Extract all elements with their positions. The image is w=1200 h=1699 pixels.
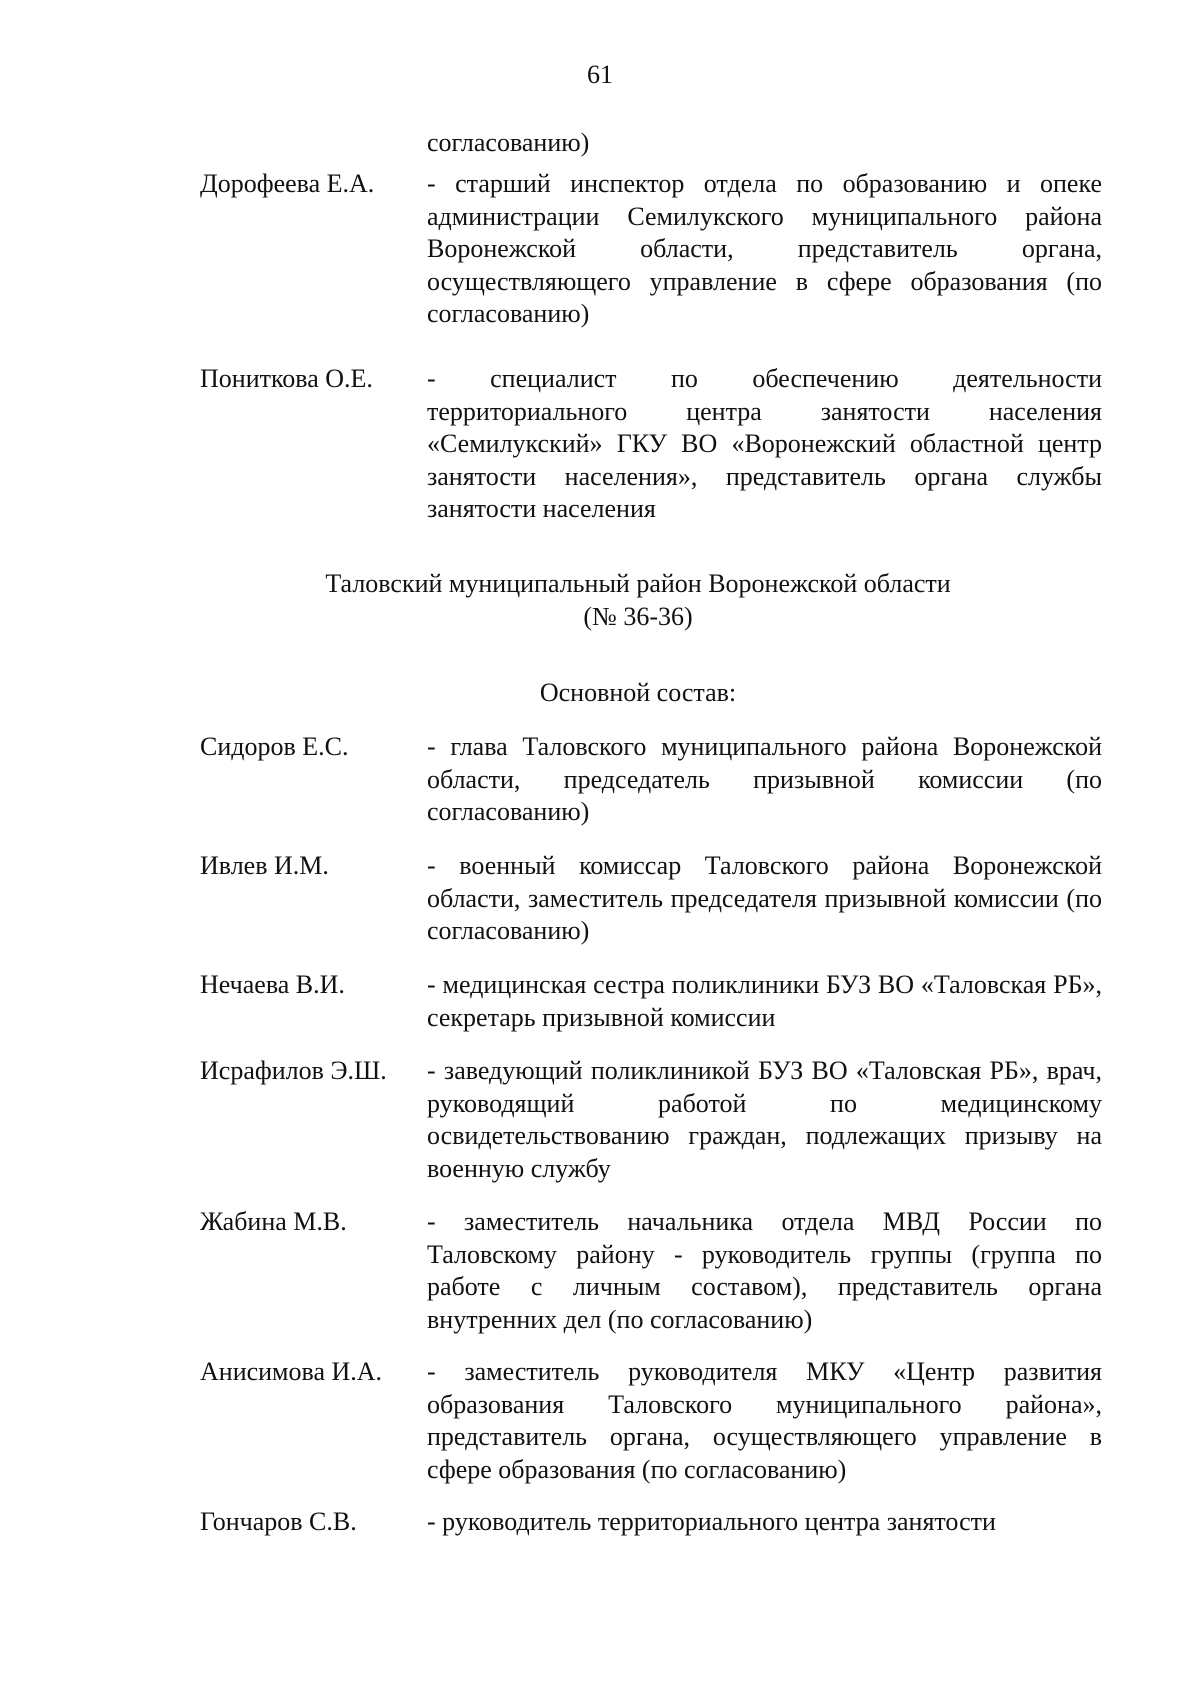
member-description: - глава Таловского муниципального района Воронежской области, председатель призывной комиссии (по согласованию) (427, 732, 1102, 826)
member-description: - заместитель начальника отдела МВД России по Таловскому району - руководитель группы (группа по работе с личным составом), представитель органа внутренних дел (по согласованию) (427, 1207, 1102, 1334)
member-description: - старший инспектор отдела по образованию и опеке администрации Семилукского муниципального района Воронежской области, представитель органа, осуществляющего управление в сфере образования (по согласованию) (427, 169, 1102, 328)
district-number: (№ 36-36) (583, 601, 693, 631)
member-description: - заведующий поликлиникой БУЗ ВО «Таловская РБ», врач, руководящий работой по медицинскому освидетельствованию граждан, подлежащих призыву на военную службу (427, 1056, 1102, 1183)
district-heading (0, 568, 1200, 633)
continued-text: согласованию) (427, 128, 590, 157)
member-name: Ивлев И.М. (200, 851, 329, 880)
member-name: Жабина М.В. (200, 1207, 347, 1236)
member-name: Анисимова И.А. (200, 1357, 383, 1386)
member-name: Дорофеева Е.А. (200, 169, 375, 198)
member-name: Гончаров С.В. (200, 1507, 357, 1536)
member-description: - специалист по обеспечению деятельности территориального центра занятости населения «Семилукский» ГКУ ВО «Воронежский областной центр занятости населения», представитель органа службы занятости населения (427, 364, 1102, 523)
member-name: Сидоров Е.С. (200, 732, 349, 761)
member-name: Нечаева В.И. (200, 970, 345, 999)
page-number: 61 (587, 60, 613, 89)
member-description: - военный комиссар Таловского района Воронежской области, заместитель председателя призывной комиссии (по согласованию) (427, 851, 1102, 945)
district-title: Таловский муниципальный район Воронежской области (325, 569, 951, 598)
composition-subheading: Основной состав: (539, 678, 737, 707)
member-description: - заместитель руководителя МКУ «Центр развития образования Таловского муниципального района», представитель органа, осуществляющего управление в сфере образования (по согласованию) (427, 1357, 1102, 1484)
member-name: Исрафилов Э.Ш. (200, 1056, 387, 1085)
member-description: - руководитель территориального центра занятости (427, 1507, 996, 1536)
member-name: Пониткова О.Е. (200, 364, 373, 393)
member-description: - медицинская сестра поликлиники БУЗ ВО «Таловская РБ», секретарь призывной комиссии (427, 970, 1102, 1032)
